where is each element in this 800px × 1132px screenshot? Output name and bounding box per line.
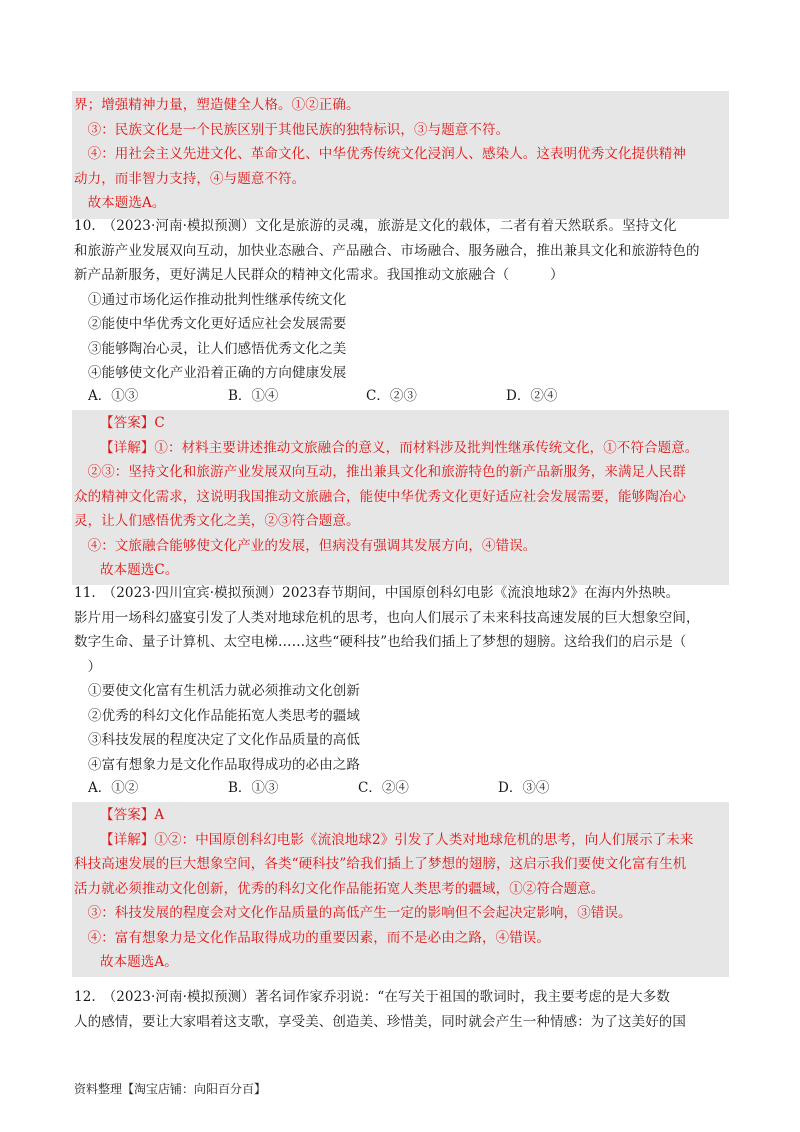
question-11-item: ③科技发展的程度决定了文化作品质量的高低 bbox=[88, 732, 360, 748]
answer-line: 【答案】A bbox=[100, 807, 165, 823]
explanation-line: ③：科技发展的程度会对文化作品质量的高低产生一定的影响但不会起决定影响，③错误。 bbox=[74, 905, 632, 921]
conclusion-line: 故本题选A。 bbox=[74, 195, 166, 211]
option-c: C．②③ bbox=[366, 388, 417, 404]
question-11-options bbox=[88, 776, 549, 801]
question-11-stem-line: 影片用一场科幻盛宴引发了人类对地球危机的思考，也向人们展示了未来科技高速发展的巨大想象空间， bbox=[74, 610, 700, 626]
option-c: C．②④ bbox=[358, 780, 409, 796]
option-d: D．③④ bbox=[498, 780, 550, 796]
explanation-line: 【详解】①：材料主要讲述推动文旅融合的意义，而材料涉及批判性继承传统文化，①不符合题意。 bbox=[100, 439, 699, 456]
question-10-stem-line: 新产品新服务，更好满足人民群众的精神文化需求。我国推动文旅融合（ ） bbox=[74, 267, 564, 283]
answer-block-q11 bbox=[72, 802, 729, 977]
question-10-item: ③能够陶冶心灵，让人们感悟优秀文化之美 bbox=[88, 341, 347, 357]
question-12-stem-line: 人的感情，要让大家唱着这支歌，享受美、创造美、珍惜美，同时就会产生一种情感：为了这美好的国 bbox=[74, 1014, 686, 1030]
question-11-item: ②优秀的科幻文化作品能拓宽人类思考的疆域 bbox=[88, 708, 360, 724]
question-11-stem-line: ） bbox=[74, 659, 102, 675]
option-a: A．①② bbox=[88, 780, 139, 796]
question-11-item: ①要使文化富有生机活力就必须推动文化创新 bbox=[88, 683, 360, 699]
answer-line: 【答案】C bbox=[100, 415, 165, 431]
question-10-item: ④能够使文化产业沿着正确的方向健康发展 bbox=[88, 365, 347, 381]
question-10-options bbox=[88, 384, 557, 409]
option-a: A．①③ bbox=[88, 388, 139, 404]
explanation-line: ④：富有想象力是文化作品取得成功的重要因素，而不是必由之路，④错误。 bbox=[74, 929, 550, 946]
explanation-line: ②③：坚持文化和旅游产业发展双向互动，推出兼具文化和旅游特色的新产品新服务，来满足人民群 bbox=[74, 464, 686, 480]
page-footer: 资料整理【淘宝店铺：向阳百分百】 bbox=[74, 1082, 267, 1096]
explanation-line: 动力，而非智力支持，④与题意不符。 bbox=[74, 170, 306, 187]
question-10-item: ②能使中华优秀文化更好适应社会发展需要 bbox=[88, 316, 347, 332]
question-11-stem-line: 11. （2023·四川宜宾·模拟预测）2023春节期间，中国原创科幻电影《流浪地球2》在海内外热映。 bbox=[74, 585, 680, 601]
explanation-line: ④：文旅融合能够使文化产业的发展，但病没有强调其发展方向，④错误。 bbox=[74, 537, 537, 554]
question-11-stem-line: 数字生命、量子计算机、太空电梯……这些“硬科技”也给我们插上了梦想的翅膀。这给我们的启示是（ bbox=[74, 634, 687, 650]
conclusion-line: 故本题选A。 bbox=[100, 954, 178, 970]
answer-block-q9-continued bbox=[72, 91, 729, 219]
option-b: B．①④ bbox=[228, 388, 279, 404]
question-10-item: ①通过市场化运作推动批判性继承传统文化 bbox=[88, 292, 347, 308]
conclusion-line: 故本题选C。 bbox=[100, 562, 179, 578]
explanation-line: 众的精神文化需求，这说明我国推动文旅融合，能使中华优秀文化更好适应社会发展需要，能够陶冶心 bbox=[74, 488, 686, 505]
option-b: B．①③ bbox=[228, 780, 279, 796]
question-12-stem-line: 12. （2023·河南·模拟预测）著名词作家乔羽说：“在写关于祖国的歌词时，我主要考虑的是大多数 bbox=[74, 989, 670, 1005]
explanation-line: 【详解】①②：中国原创科幻电影《流浪地球2》引发了人类对地球危机的思考，向人们展示了未来 bbox=[100, 831, 694, 848]
question-10-stem-line: 10. （2023·河南·模拟预测）文化是旅游的灵魂，旅游是文化的载体，二者有着天然联系。坚持文化 bbox=[74, 218, 677, 234]
option-d: D．②④ bbox=[506, 388, 558, 404]
explanation-line: 界；增强精神力量，塑造健全人格。①②正确。 bbox=[74, 97, 360, 113]
question-10-stem-line: 和旅游产业发展双向互动，加快业态融合、产品融合、市场融合、服务融合，推出兼具文化和旅游特色的 bbox=[74, 243, 700, 259]
explanation-line: 灵，让人们感悟优秀文化之美，②③符合题意。 bbox=[74, 513, 360, 529]
explanation-line: 科技高速发展的巨大想象空间，各类“硬科技”给我们插上了梦想的翅膀，这启示我们要使文化富有生机 bbox=[74, 856, 687, 872]
explanation-line: ③：民族文化是一个民族区别于其他民族的独特标识，③与题意不符。 bbox=[74, 121, 510, 138]
explanation-line: ④：用社会主义先进文化、革命文化、中华优秀传统文化浸润人、感染人。这表明优秀文化提供精神 bbox=[74, 146, 686, 162]
question-11-item: ④富有想象力是文化作品取得成功的必由之路 bbox=[88, 757, 360, 773]
explanation-line: 活力就必须推动文化创新，优秀的科幻文化作品能拓宽人类思考的疆域，①②符合题意。 bbox=[74, 880, 605, 897]
answer-block-q10 bbox=[72, 410, 729, 585]
